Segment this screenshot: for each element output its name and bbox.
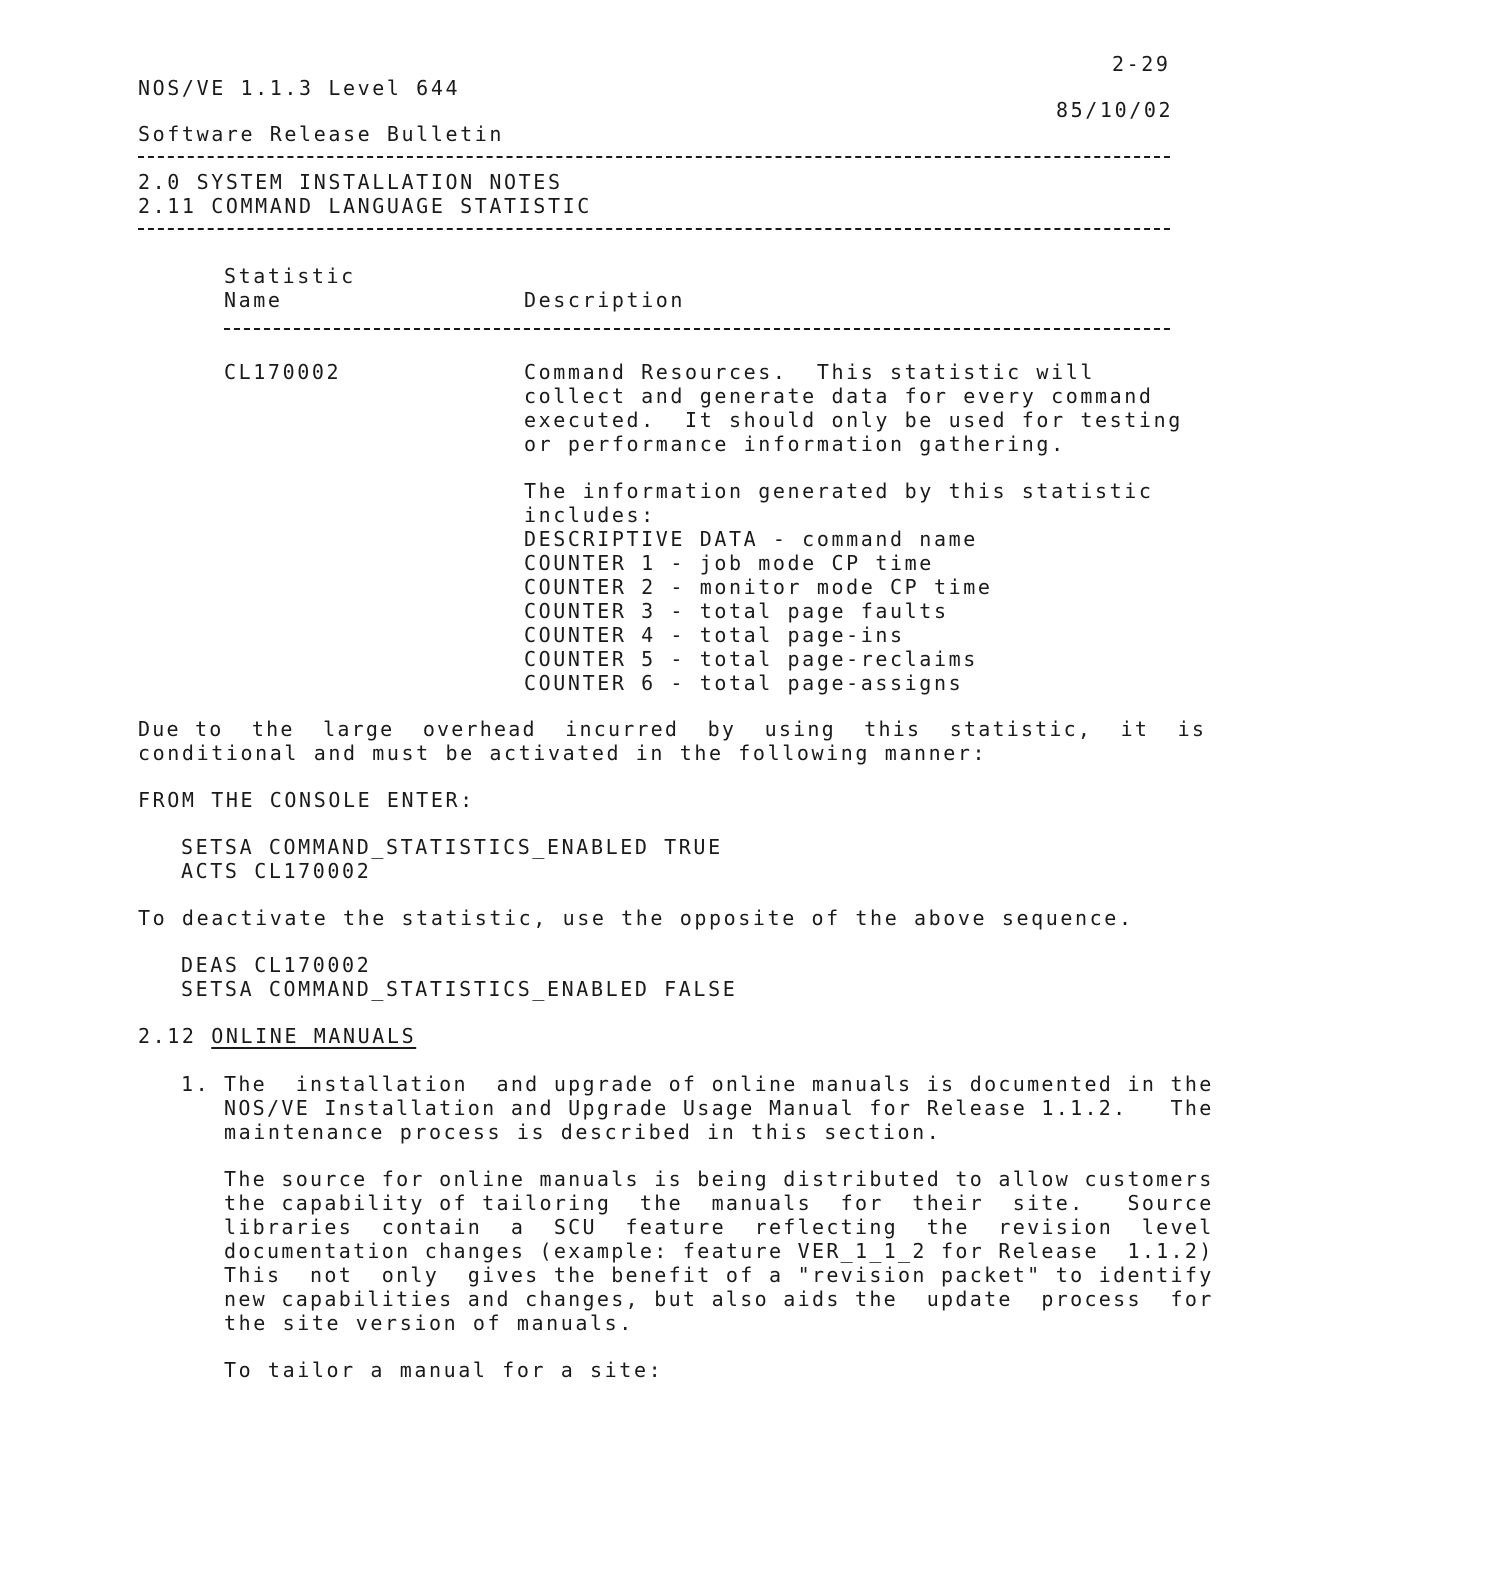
paragraph-line: documentation changes (example: feature VER_1_1_2 for Release 1.1.2) [224,1239,1214,1263]
section-title: 2.11 COMMAND LANGUAGE STATISTIC [138,194,592,218]
console-label: FROM THE CONSOLE ENTER: [138,788,475,812]
publication-title: Software Release Bulletin [138,122,505,146]
subsection-number: 2.12 [138,1024,197,1048]
info-line: DESCRIPTIVE DATA - command name [524,527,978,551]
paragraph-line: new capabilities and changes, but also aids the update process for [224,1287,1214,1311]
paragraph-line: This not only gives the benefit of a "revision packet" to identify [224,1263,1214,1287]
description-line: Command Resources. This statistic will [524,360,1095,384]
subsection-title: ONLINE_MANUALS [211,1024,417,1048]
table-header-rule [224,328,1170,330]
console-command: DEAS CL170002 [181,953,372,977]
paragraph-line: the capability of tailoring the manuals for their site. Source [224,1191,1214,1215]
paragraph-line: The source for online manuals is being distributed to allow customers [224,1167,1214,1191]
tailor-instruction: To tailor a manual for a site: [224,1358,664,1382]
paragraph-line: The installation and upgrade of online manuals is documented in the [224,1072,1214,1096]
counter-line: COUNTER 1 - job mode CP time [524,551,934,575]
info-line: The information generated by this statistic [524,479,1154,503]
header-rule [138,156,1170,158]
counter-line: COUNTER 3 - total page faults [524,599,949,623]
column-header-statistic: Statistic [224,264,356,288]
overhead-paragraph-line: conditional and must be activated in the following manner: [138,741,988,765]
column-header-description: Description [524,288,686,312]
console-command: ACTS CL170002 [181,859,372,883]
subsection-heading [138,1024,416,1048]
counter-line: COUNTER 6 - total page-assigns [524,671,964,695]
paragraph-line: libraries contain a SCU feature reflecting the revision level [224,1215,1214,1239]
list-marker: 1. [181,1072,211,1096]
info-line: includes: [524,503,656,527]
overhead-paragraph-line: Due to the large overhead incurred by using this statistic, it is [138,717,1207,741]
deactivate-text: To deactivate the statistic, use the opposite of the above sequence. [138,906,1134,930]
publication-date: 85/10/02 [1056,98,1174,122]
console-command: SETSA COMMAND_STATISTICS_ENABLED FALSE [181,977,738,1001]
console-command: SETSA COMMAND_STATISTICS_ENABLED TRUE [181,835,723,859]
description-line: collect and generate data for every command [524,384,1154,408]
description-line: executed. It should only be used for testing [524,408,1183,432]
section-rule [138,228,1170,230]
column-header-name: Name [224,288,283,312]
chapter-title: 2.0 SYSTEM INSTALLATION NOTES [138,170,563,194]
paragraph-line: the site version of manuals. [224,1311,634,1335]
paragraph-line: NOS/VE Installation and Upgrade Usage Manual for Release 1.1.2. The [224,1096,1214,1120]
paragraph-line: maintenance process is described in this section. [224,1120,942,1144]
statistic-name: CL170002 [224,360,342,384]
counter-line: COUNTER 2 - monitor mode CP time [524,575,993,599]
description-line: or performance information gathering. [524,432,1066,456]
page-number: 2-29 [1112,52,1171,76]
counter-line: COUNTER 4 - total page-ins [524,623,905,647]
product-version: NOS/VE 1.1.3 Level 644 [138,76,461,100]
counter-line: COUNTER 5 - total page-reclaims [524,647,978,671]
